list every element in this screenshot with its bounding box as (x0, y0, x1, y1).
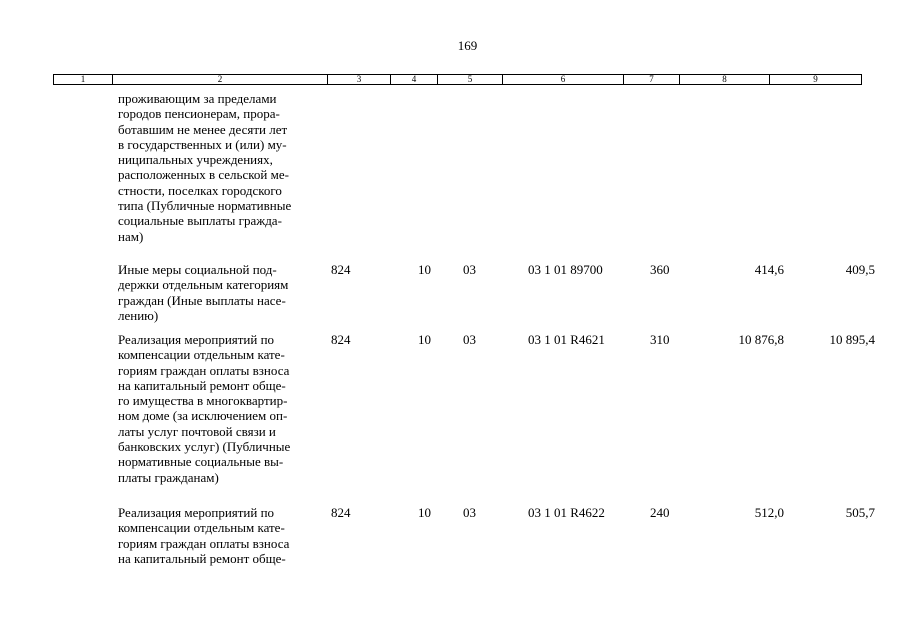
description-line: Иные меры социальной под- (118, 262, 277, 277)
table-header-row (53, 74, 862, 85)
description-line: Реализация мероприятий по (118, 505, 275, 520)
header-col-9: 9 (813, 74, 818, 84)
description-line: го имущества в многоквартир- (118, 393, 288, 409)
description-line: граждан (Иные выплаты насе- (118, 292, 286, 308)
header-col-2: 2 (113, 75, 328, 84)
description-line: Реализация мероприятий по (118, 332, 275, 347)
header-col-1: 1 (54, 75, 113, 84)
expense-type-code: 310 (650, 332, 670, 347)
description-line: гориям граждан оплаты взноса (118, 362, 290, 378)
description-line: латы услуг почтовой связи и (118, 423, 276, 439)
description-line: социальные выплаты гражда- (118, 213, 282, 229)
expense-type-code: 360 (650, 262, 670, 277)
description-line: городов пенсионерам, прора- (118, 106, 280, 122)
ministry-code: 824 (331, 505, 351, 520)
description-line: держки отдельным категориям (118, 277, 289, 293)
row-description (118, 262, 288, 323)
ministry-code: 824 (331, 262, 351, 277)
description-line: компенсации отдельным кате- (118, 520, 285, 536)
ministry-code: 824 (331, 332, 351, 347)
section-code: 10 (418, 332, 431, 347)
header-col-4: 4 (391, 75, 438, 84)
description-line: стности, поселках городского (118, 182, 282, 198)
description-line: платы гражданам) (118, 469, 219, 485)
row-description (118, 505, 289, 566)
description-line: расположенных в сельской ме- (118, 167, 289, 183)
description-line: в государственных и (или) му- (118, 136, 287, 152)
description-line: типа (Публичные нормативные (118, 198, 292, 214)
section-code: 10 (418, 505, 431, 520)
subsection-code: 03 (463, 505, 476, 520)
amount-col-9: 409,5 (845, 262, 875, 277)
header-col-5: 5 (438, 75, 503, 84)
target-article-code: 03 1 01 R4622 (528, 505, 605, 520)
header-col-8: 8 (680, 75, 770, 84)
description-line: проживающим за пределами (118, 91, 277, 106)
description-line: на капитальный ремонт обще- (118, 550, 286, 566)
description-line: ном доме (за исключением оп- (118, 408, 288, 424)
subsection-code: 03 (463, 332, 476, 347)
description-line: банковских услуг) (Публичные (118, 439, 291, 455)
amount-col-8: 512,0 (754, 505, 784, 520)
description-line: нормативные социальные вы- (118, 454, 284, 470)
description-line: гориям граждан оплаты взноса (118, 535, 290, 551)
row-description (118, 332, 290, 485)
header-col-3: 3 (328, 75, 391, 84)
expense-type-code: 240 (650, 505, 670, 520)
subsection-code: 03 (463, 262, 476, 277)
amount-col-8: 10 876,8 (738, 332, 784, 347)
header-col-7: 7 (624, 75, 680, 84)
header-col-6: 6 (503, 75, 624, 84)
page-number: 169 (457, 38, 478, 53)
description-line: компенсации отдельным кате- (118, 347, 285, 363)
target-article-code: 03 1 01 89700 (528, 262, 603, 277)
description-line: на капитальный ремонт обще- (118, 377, 286, 393)
amount-col-9: 505,7 (845, 505, 875, 520)
description-line: лению) (118, 307, 159, 323)
section-code: 10 (418, 262, 431, 277)
row-description (118, 91, 291, 244)
target-article-code: 03 1 01 R4621 (528, 332, 605, 347)
description-line: ботавшим не менее десяти лет (118, 121, 288, 137)
description-line: ниципальных учреждениях, (118, 152, 273, 168)
amount-col-8: 414,6 (754, 262, 784, 277)
description-line: нам) (118, 228, 144, 244)
amount-col-9: 10 895,4 (829, 332, 875, 347)
